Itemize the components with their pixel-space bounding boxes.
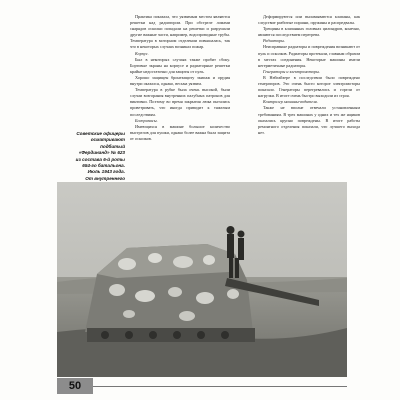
text-column-right	[258, 14, 360, 136]
paragraph: Также не вполне отвечали установленным требованиям. В трех машинах у одних и тех же ящиков оказались крупно повреждены. В итоге работы ремонтного отделения показали, что лучшего выхода нет.	[258, 105, 360, 135]
paragraph: Деформируются или выламываются клапаны, как следствие разбитые поршни, пружины и распредвалы.	[258, 14, 360, 26]
subheading: Боеприпасы.	[135, 117, 158, 123]
paragraph: Хорошо защищен бронезащиту экипаж и орудия внутри оказался, однако, весьма уязвим.	[130, 74, 230, 87]
caption-line: От внутреннего	[85, 175, 125, 181]
caption-line: подбитый	[100, 143, 125, 149]
subheading: Генераторы и электромоторы.	[263, 68, 320, 74]
caption-line: осматривают	[90, 137, 125, 143]
page-number: 50	[57, 378, 93, 394]
subheading: Радиаторы.	[263, 38, 285, 44]
tank-photograph	[57, 182, 347, 377]
paragraph: Неисправные радиаторы и повреждения возникают от пуль и осколков. Радиаторы протекали, главным образом в местах соединения. Некоторые машины имели негерметичные радиаторы.	[258, 44, 360, 68]
paragraph: Трещины в клапанных головках цилиндров, конечно, являются последствием перегрева.	[258, 26, 360, 38]
tank-photo-illustration	[57, 182, 347, 377]
caption-line: Июль 1943 года.	[87, 169, 125, 175]
subheading: Корпус.	[135, 50, 149, 56]
text-column-left	[130, 14, 230, 142]
caption-line: Советские офицеры	[76, 131, 125, 136]
caption-line: 654-го батальона.	[82, 163, 125, 169]
caption-line: из состава 6-й роты	[75, 156, 125, 162]
subheading: Контролер машины-водителя.	[263, 99, 318, 105]
paragraph: Имеющихся в машине большое количество выстрелов для пушки, однако более важна была защита от осколков.	[130, 123, 230, 141]
paragraph: Температура в рубке была очень высокой, были случаи возгорания внутренних палубных патронов для винтовки. Поэтому во время закрытия люка пытались проветривать, что иногда приводит к тяжелым последствиям.	[130, 87, 230, 117]
caption-line: «Фердинанд» № 623	[78, 150, 125, 156]
paragraph: В Нейгайзере в последствии было повреждено генераторов. Это очень бысто которое электромоторы показало. Генераторы перегревались и горели от нагрузки. В итоге очень быстро выходили из строя.	[258, 74, 360, 99]
footer-rule	[93, 386, 347, 387]
paragraph: Практика показала, что уязвимым местом являются решетки над радиатором. При обстреле ломами снарядов осколки попадали на решетки и разрушали другие важные части, например, водопроводные трубы. Температура в моторном отделении повышалась, так что в некоторых случаях возникал пожар.	[130, 14, 230, 50]
paragraph: Был в некоторых случаях также пробит сбоку. Бортовые экраны на корпусе и радиаторные решетки крайне недостаточно для защиты от пуль.	[130, 56, 230, 74]
